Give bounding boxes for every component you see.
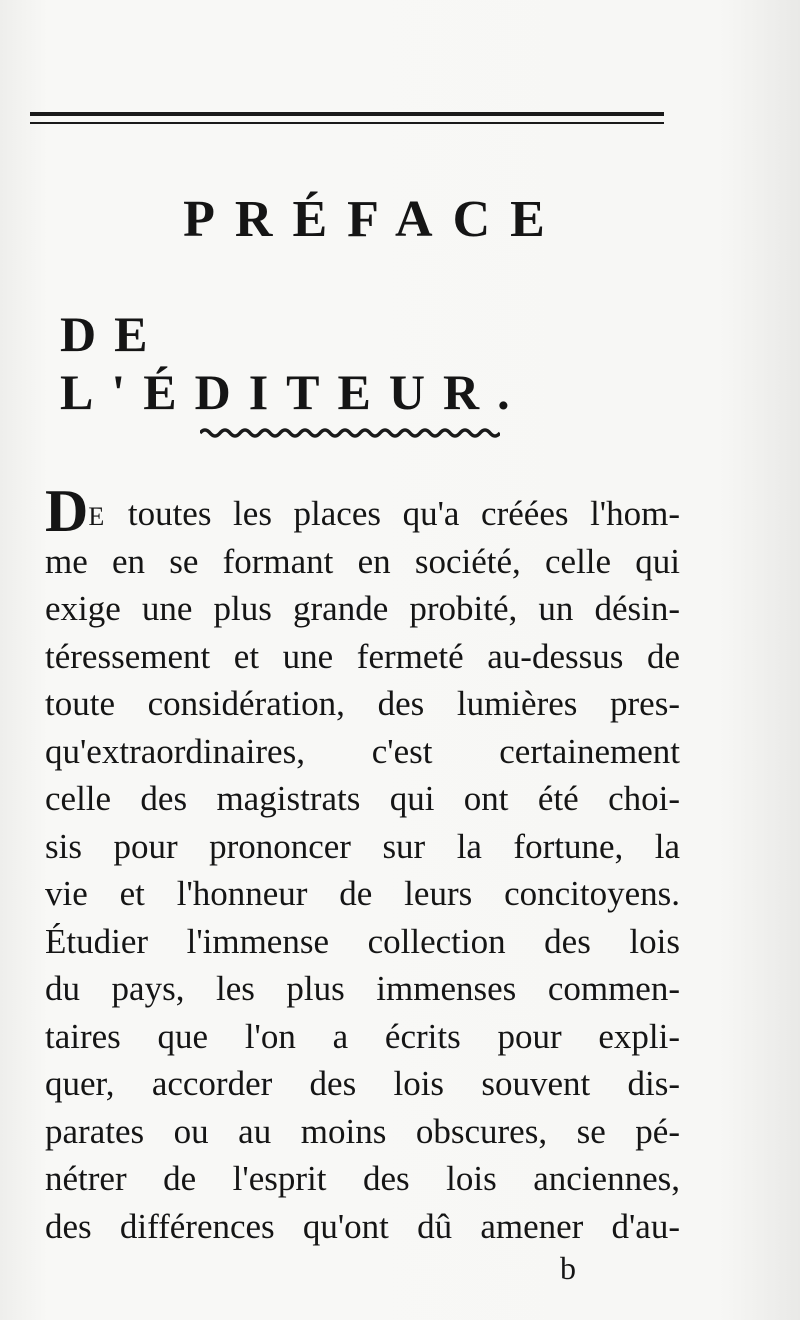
preface-text (45, 478, 680, 1250)
text-line: qu'extraordinaires, c'est certainement (45, 731, 680, 771)
text-line: nétrer de l'esprit des lois anciennes, (45, 1159, 680, 1198)
text-line: parates ou au moins obscures, se pé- (45, 1111, 680, 1151)
text-line: DE toutes les places qu'a créées l'hom- (45, 478, 680, 544)
text-line: quer, accorder des lois souvent dis- (45, 1064, 680, 1103)
page-subtitle: DE L'ÉDITEUR. (60, 306, 528, 420)
text-line: me en se formant en société, celle qui (45, 541, 680, 581)
rule-thin (30, 122, 664, 124)
text-line: du pays, les plus immenses commen- (45, 969, 680, 1008)
text-line: téressement et une fermeté au-dessus de (45, 636, 680, 676)
page-title: PRÉFACE (183, 191, 565, 248)
drop-cap: D (45, 478, 89, 544)
text-line: des différences qu'ont dû amener d'au- (45, 1206, 680, 1246)
text-line: taires que l'on a écrits pour expli- (45, 1016, 680, 1056)
small-cap: E (88, 502, 107, 531)
wavy-ornament (200, 426, 500, 440)
text-line: vie et l'honneur de leurs concitoyens. (45, 874, 680, 913)
text-line: exige une plus grande probité, un désin- (45, 589, 680, 628)
rule-thick (30, 112, 664, 116)
signature-mark: b (560, 1250, 576, 1286)
text-line: celle des magistrats qui ont été choi- (45, 779, 680, 818)
text-line: sis pour prononcer sur la fortune, la (45, 826, 680, 866)
text-line: toute considération, des lumières pres- (45, 684, 680, 723)
double-rule (30, 112, 664, 126)
text-line: Étudier l'immense collection des lois (45, 921, 680, 961)
